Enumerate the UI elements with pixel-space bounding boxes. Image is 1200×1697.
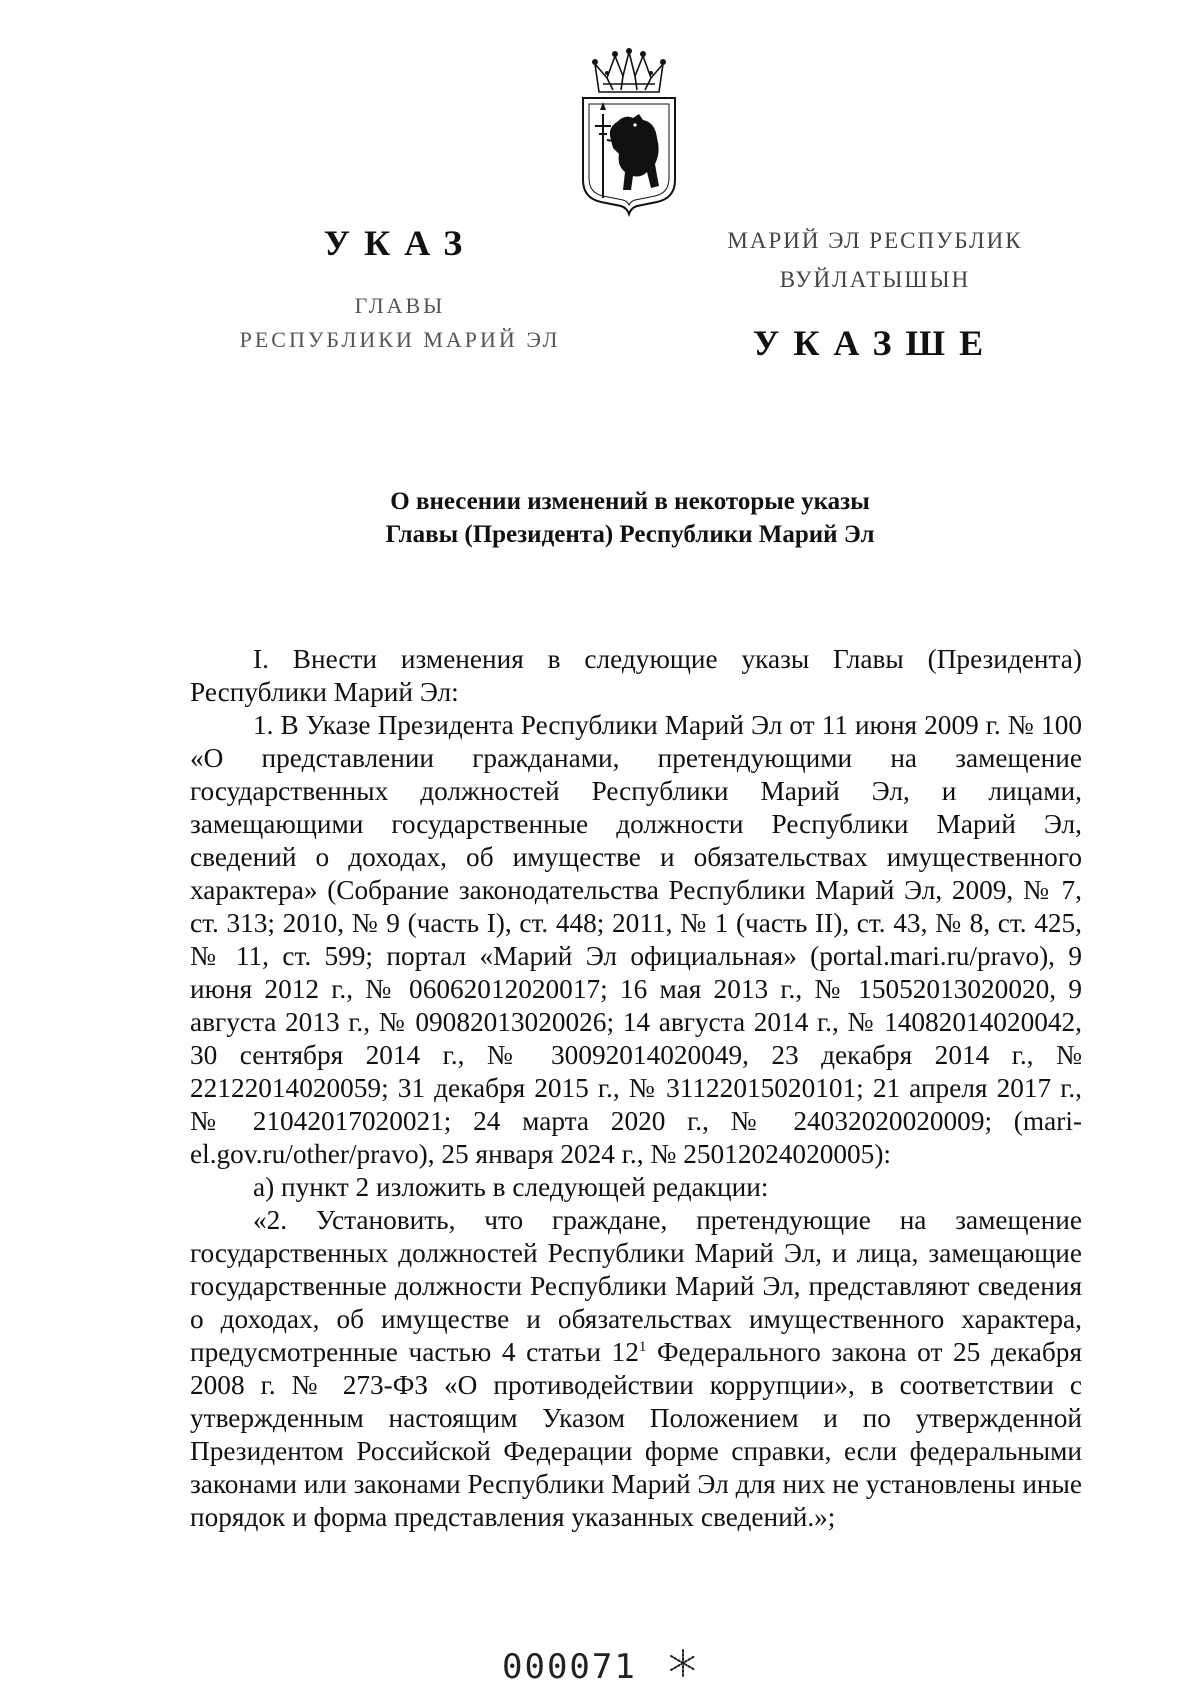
paragraph-quoted-rule — [190, 1204, 1082, 1534]
document-title — [190, 485, 1070, 551]
article-superscript: 1 — [638, 1338, 647, 1355]
issuer-line-mari-2: ВУЙЛАТЫШЫН — [779, 267, 971, 292]
decree-heading-ru: УКАЗ — [323, 223, 477, 263]
document-body — [190, 643, 1082, 1534]
quoted-rule-text-start: «2. Установить, что граждане, претендующие на замещение государственных должностей Республики Марий Эл, и лица, замещающие государственные должности Республики Марий Эл, представляют сведения о доходах, об имуществе и обязательствах имущественного характера, предусмотренные частью 4 статьи 12 — [190, 1205, 1082, 1367]
paragraph-subitem-a: а) пункт 2 изложить в следующей редакции: — [253, 1172, 769, 1202]
issuer-line-mari-1: МАРИЙ ЭЛ РЕСПУБЛИК — [727, 228, 1023, 253]
paragraph-intro: I. Внести изменения в следующие указы Главы (Президента) Республики Марий Эл: — [190, 644, 1082, 707]
snowflake-mark-icon — [668, 1648, 698, 1678]
document-title-line-2: Главы (Президента) Республики Марий Эл — [385, 521, 875, 548]
issuer-line-ru-2: РЕСПУБЛИКИ МАРИЙ ЭЛ — [239, 327, 561, 352]
serial-number: 000071 — [502, 1647, 637, 1687]
issuer-line-ru-1: ГЛАВЫ — [354, 293, 446, 318]
coat-of-arms-emblem — [577, 48, 681, 228]
document-title-line-1: О внесении изменений в некоторые указы — [390, 488, 870, 515]
decree-heading-mari: УКАЗШЕ — [752, 323, 998, 363]
paragraph-item-1: 1. В Указе Президента Республики Марий Эл от 11 июня 2009 г. № 100 «О представлении гражданами, претендующими на замещение государственных должностей Республики Марий Эл, и лицами, замещающими государственные должности Республики Марий Эл, сведений о доходах, об имуществе и обязательствах имущественного характера» (Собрание законодательства Республики Марий Эл, 2009, № 7, ст. 313; 2010, № 9 (часть I), ст. 448; 2011, № 1 (часть II), ст. 43, № 8, ст. 425, № 11, ст. 599; портал «Марий Эл официальная» (portal.mari.ru/pravo), 9 июня 2012 г., № 06062012020017; 16 мая 2013 г., № 15052013020020, 9 августа 2013 г., № 09082013020026; 14 августа 2014 г., № 14082014020042, 30 сентября 2014 г., № 30092014020049, 23 декабря 2014 г., № 22122014020059; 31 декабря 2015 г., № 31122015020101; 21 апреля 2017 г., № 21042017020021; 24 марта 2020 г., № 24032020020009; (mari-el.gov.ru/other/pravo), 25 января 2024 г., № 25012024020005): — [190, 710, 1082, 1169]
quoted-rule-text-end: Федерального закона от 25 декабря 2008 г. № 273-ФЗ «О противодействии коррупции», в соответствии с утвержденным настоящим Указом Положением и по утвержденной Президентом Российской Федерации форме справки, если федеральными законами или законами Республики Марий Эл для них не установлены иные порядок и форма представления указанных сведений.»; — [190, 1337, 1082, 1532]
